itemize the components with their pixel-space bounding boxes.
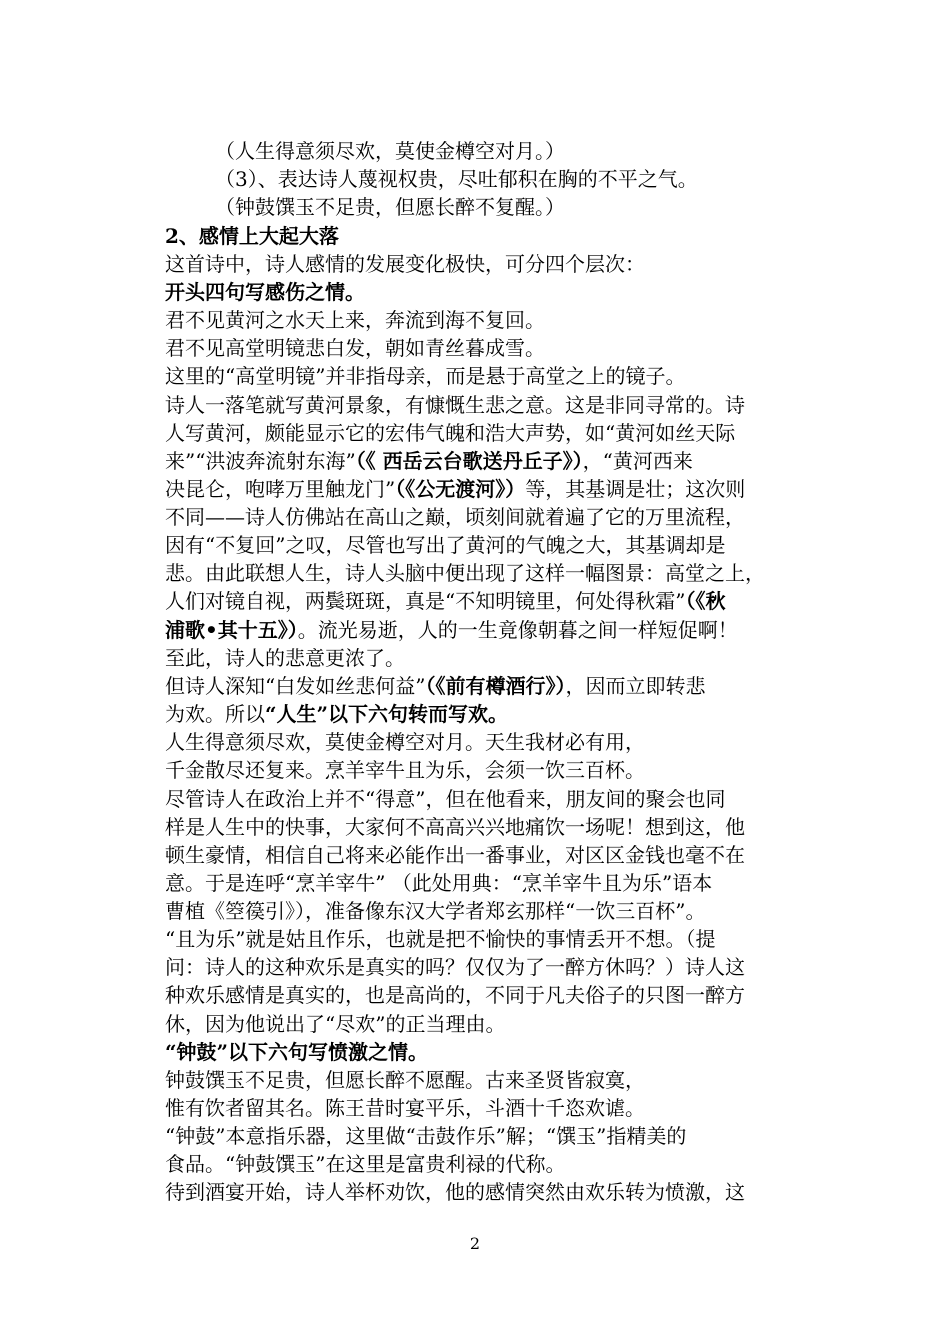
text-line [165, 222, 795, 250]
text-segment: 待到酒宴开始，诗人举杯劝饮，他的感情突然由欢乐转为愤激，这 [165, 1180, 745, 1204]
text-segment: 休，因为他说出了“尽欢”的正当理由。 [165, 1012, 506, 1036]
text-segment: 意。于是连呼“烹羊宰牛” （此处用典：“烹羊宰牛且为乐”语本 [165, 871, 713, 895]
text-line [165, 1122, 795, 1150]
text-segment: 种欢乐感情是真实的，也是高尚的，不同于凡夫俗子的只图一醉方 [165, 983, 745, 1007]
page-number: 2 [469, 1234, 481, 1253]
text-segment: （钟鼓馔玉不足贵，但愿长醉不复醒。） [215, 195, 565, 219]
text-segment: 顿生豪情，相信自己将来必能作出一番事业，对区区金钱也毫不在 [165, 843, 745, 867]
text-segment: 样是人生中的快事，大家何不高高兴兴地痛饮一场呢！想到这，他 [165, 815, 745, 839]
text-line [215, 193, 795, 221]
text-segment: 惟有饮者留其名。陈王昔时宴平乐，斗酒十千恣欢谑。 [165, 1096, 645, 1120]
text-line [165, 391, 795, 419]
bold-text: “人生”以下六句转而写欢。 [265, 702, 509, 726]
text-line [165, 250, 795, 278]
text-line [165, 897, 795, 925]
text-segment: 钟鼓馔玉不足贵，但愿长醉不愿醒。古来圣贤皆寂寞， [165, 1068, 645, 1092]
bold-text: （《秋 [685, 589, 726, 613]
text-segment: 人们对镜自视，两鬓斑斑，真是“不知明镜里，何处得秋霜” [165, 589, 686, 613]
text-segment: 这首诗中，诗人感情的发展变化极快，可分四个层次： [165, 252, 645, 276]
text-line [165, 672, 795, 700]
text-segment: 。流光易逝，人的一生竟像朝暮之间一样短促啊！ [297, 618, 738, 642]
text-segment: （3）、表达诗人蔑视权贵，尽吐郁积在胸的不平之气。 [215, 167, 698, 191]
text-line [165, 981, 795, 1009]
text-line [165, 925, 795, 953]
text-line [165, 531, 795, 559]
text-line [165, 503, 795, 531]
text-line [165, 419, 795, 447]
text-line [165, 447, 795, 475]
text-segment: ，“黄河西来 [582, 449, 693, 473]
text-line [215, 165, 795, 193]
text-line [165, 334, 795, 362]
text-line [165, 1066, 795, 1094]
text-segment: （人生得意须尽欢，莫使金樽空对月。） [215, 139, 565, 163]
text-line [165, 1094, 795, 1122]
text-segment: 但诗人深知“白发如丝悲何益” [165, 674, 426, 698]
text-segment: 尽管诗人在政治上并不“得意”，但在他看来，朋友间的聚会也同 [165, 787, 726, 811]
text-line [165, 813, 795, 841]
text-segment: 至此，诗人的悲意更浓了。 [165, 646, 405, 670]
text-segment: 不同——诗人仿佛站在高山之巅，顷刻间就着遍了它的万里流程， [165, 505, 745, 529]
text-segment: 曹植《箜篌引》），准备像东汉大学者郑玄那样“一饮三百杯”。 [165, 899, 706, 923]
text-line [165, 1150, 795, 1178]
text-line [165, 756, 795, 784]
text-segment: 来”“洪波奔流射东海” [165, 449, 356, 473]
text-segment: 这里的“高堂明镜”并非指母亲，而是悬于高堂之上的镜子。 [165, 364, 686, 388]
bold-text: 浦歌•其十五》） [165, 618, 298, 642]
text-segment: 食品。“钟鼓馔玉”在这里是富贵利禄的代称。 [165, 1152, 566, 1176]
text-segment: “且为乐”就是姑且作乐，也就是把不愉快的事情丢开不想。（提 [165, 927, 716, 951]
bold-text: 开头四句写感伤之情。 [165, 280, 365, 304]
text-line [215, 137, 795, 165]
text-line [165, 559, 795, 587]
bold-text: （《 西岳云台歌送丹丘子》） [355, 449, 583, 473]
text-segment: 人生得意须尽欢，莫使金樽空对月。天生我材必有用， [165, 730, 645, 754]
text-line [165, 953, 795, 981]
text-line [165, 306, 795, 334]
bold-text: （《公无渡河》） [395, 477, 526, 501]
text-segment: 因有“不复回”之叹，尽管也写出了黄河的气魄之大，其基调却是 [165, 533, 726, 557]
text-segment: 为欢。所以 [165, 702, 265, 726]
text-line [165, 362, 795, 390]
text-segment: 人写黄河，颇能显示它的宏伟气魄和浩大声势，如“黄河如丝天际 [165, 421, 736, 445]
text-segment: 诗人一落笔就写黄河景象，有慷慨生悲之意。这是非同寻常的。诗 [165, 393, 745, 417]
text-line [165, 785, 795, 813]
text-line [165, 1178, 795, 1206]
text-line [165, 1038, 795, 1066]
text-segment: ，因而立即转悲 [565, 674, 706, 698]
text-line [165, 869, 795, 897]
text-line [165, 475, 795, 503]
text-line [165, 728, 795, 756]
text-segment: “钟鼓”本意指乐器，这里做“击鼓作乐”解；“馔玉”指精美的 [165, 1124, 687, 1148]
text-segment: 问：诗人的这种欢乐是真实的吗？仅仅为了一醉方休吗？）诗人这 [165, 955, 745, 979]
bold-text: 2、感情上大起大落 [165, 224, 339, 248]
text-segment: 悲。由此联想人生，诗人头脑中便出现了这样一幅图景：高堂之上， [165, 561, 765, 585]
text-segment: 决昆仑，咆哮万里触龙门” [165, 477, 396, 501]
text-line [165, 644, 795, 672]
text-line [165, 700, 795, 728]
bold-text: “钟鼓”以下六句写愤激之情。 [165, 1040, 429, 1064]
text-line [165, 278, 795, 306]
text-line [165, 587, 795, 615]
text-segment: 君不见黄河之水天上来，奔流到海不复回。 [165, 308, 545, 332]
text-line [165, 1010, 795, 1038]
text-line [165, 841, 795, 869]
text-segment: 千金散尽还复来。烹羊宰牛且为乐，会须一饮三百杯。 [165, 758, 645, 782]
text-segment: 君不见高堂明镜悲白发，朝如青丝暮成雪。 [165, 336, 545, 360]
bold-text: （《前有樽酒行》） [425, 674, 566, 698]
text-segment: 等，其基调是壮；这次则 [525, 477, 746, 501]
text-line [165, 616, 795, 644]
